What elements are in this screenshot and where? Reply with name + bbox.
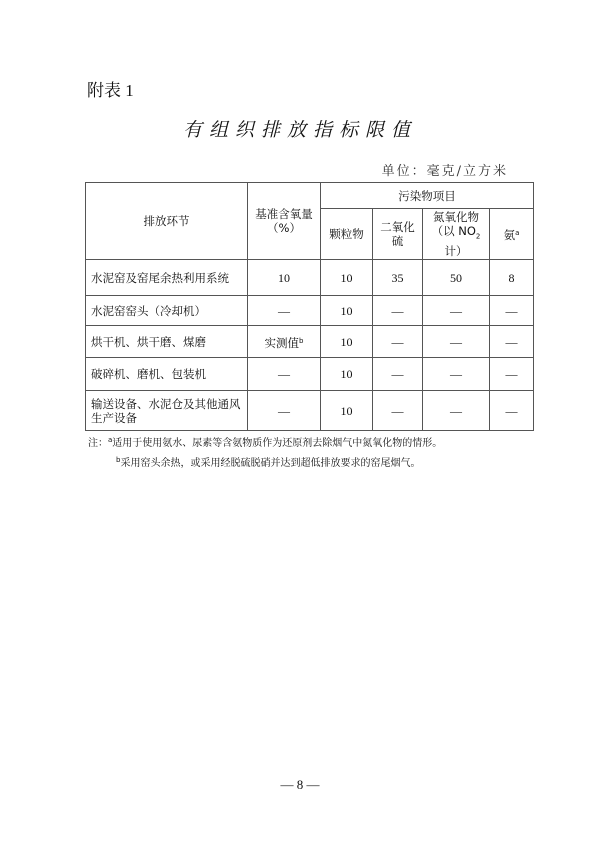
row-so2: — (373, 296, 423, 326)
note-b-mark: b (116, 456, 121, 464)
row-oxygen-value: 实测值 (264, 335, 300, 350)
header-oxygen-label: 基准含氧量 (255, 207, 313, 221)
table-row (86, 326, 534, 358)
header-ammonia (490, 209, 534, 260)
row-ammonia: — (490, 326, 534, 358)
row-oxygen (248, 326, 321, 358)
note-b-text: 采用窑头余热，或采用经脱硫脱硝并达到超低排放要求的窑尾烟气。 (120, 458, 421, 469)
row-oxygen: — (248, 391, 321, 431)
header-particulate: 颗粒物 (321, 209, 373, 260)
row-ammonia: — (490, 391, 534, 431)
note-prefix: 注： (88, 438, 108, 449)
table-title: 有组织排放指标限值 (182, 119, 417, 141)
row-so2: — (373, 391, 423, 431)
row-so2: — (373, 358, 423, 391)
row-nox: — (423, 358, 490, 391)
row-ammonia: 8 (490, 260, 534, 296)
row-stage: 烘干机、烘干磨、煤磨 (86, 326, 248, 358)
row-stage: 水泥窑及窑尾余热利用系统 (86, 260, 248, 296)
note-a (88, 432, 442, 452)
table-row (86, 260, 534, 296)
row-particulate: 10 (321, 358, 373, 391)
header-nox-subscript: 2 (475, 232, 481, 241)
header-nox-formula: （以 NO (431, 224, 476, 239)
header-so2-line2: 硫 (391, 234, 404, 248)
note-b (88, 452, 442, 472)
row-stage: 输送设备、水泥仓及其他通风生产设备 (86, 391, 248, 431)
table-row (86, 296, 534, 326)
table-notes (88, 432, 442, 472)
table-row (86, 391, 534, 431)
row-oxygen: 10 (248, 260, 321, 296)
row-stage: 水泥窑窑头（冷却机） (86, 296, 248, 326)
header-nox-line2 (425, 224, 487, 243)
row-oxygen: — (248, 358, 321, 391)
row-particulate: 10 (321, 326, 373, 358)
header-nox-line1: 氮氧化物 (433, 210, 479, 225)
row-so2: 35 (373, 260, 423, 296)
header-nox-line3: 计） (444, 243, 468, 258)
header-oxygen (248, 183, 321, 260)
emission-limits-table (85, 182, 534, 431)
row-nox: — (423, 326, 490, 358)
row-nox: 50 (423, 260, 490, 296)
page-number: — 8 — (280, 777, 320, 792)
footnote-mark-b: b (299, 336, 304, 345)
row-nox: — (423, 296, 490, 326)
row-ammonia: — (490, 296, 534, 326)
header-so2 (373, 209, 423, 260)
note-a-mark: a (108, 436, 113, 444)
appendix-label: 附表 1 (87, 81, 134, 100)
note-a-text: 适用于使用氨水、尿素等含氨物质作为还原剂去除烟气中氮氧化物的情形。 (112, 438, 443, 449)
header-ammonia-label: 氨 (503, 228, 516, 242)
unit-label: 单位：毫克/立方米 (381, 164, 508, 179)
table-row (86, 358, 534, 391)
footnote-mark-a: a (515, 229, 520, 237)
row-stage: 破碎机、磨机、包装机 (86, 358, 248, 391)
header-oxygen-unit: （%） (267, 221, 301, 235)
header-pollutants: 污染物项目 (321, 183, 534, 209)
header-stage: 排放环节 (86, 183, 248, 260)
row-ammonia: — (490, 358, 534, 391)
row-oxygen: — (248, 296, 321, 326)
row-so2: — (373, 326, 423, 358)
row-particulate: 10 (321, 260, 373, 296)
header-nox (423, 209, 490, 260)
row-particulate: 10 (321, 391, 373, 431)
row-particulate: 10 (321, 296, 373, 326)
row-nox: — (423, 391, 490, 431)
header-so2-line1: 二氧化 (380, 220, 415, 234)
